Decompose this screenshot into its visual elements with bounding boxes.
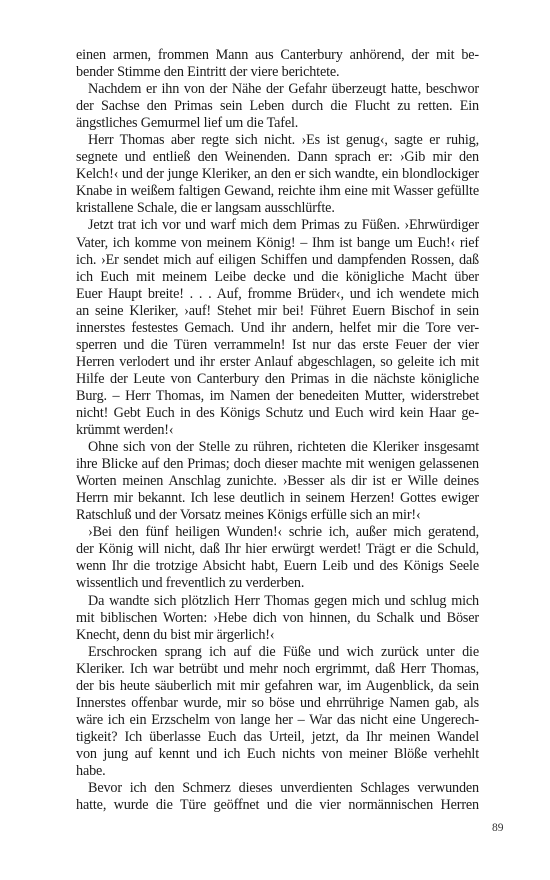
text-line: Herrn mir bekannt. Ich lese deutlich in seinem Herzen! Gottes ewiger — [76, 490, 479, 507]
text-line: wenn Ihr die trotzige Absicht habt, Euern Leib und des Königs Seele — [76, 558, 479, 575]
text-line: der bis heute säuberlich mit mir gefahren war, im Augenblick, da sein — [76, 677, 479, 694]
text-line: mit biblischen Worten: ›Hebe dich von hinnen, du Schalk und Böser — [76, 609, 479, 626]
text-line: Herr Thomas aber regte sich nicht. ›Es ist genug‹, sagte er ruhig, — [88, 132, 479, 149]
text-line: Kleriker. Ich war betrübt und mehr noch ergrimmt, daß Herr Thomas, — [76, 660, 479, 677]
text-line: der König will nicht, daß Ihr hier erwürgt werdet! Trägt er die Schuld, — [76, 541, 479, 558]
text-line: von jung auf kennt und ich Euch nichts von meiner Blöße verhehlt — [76, 745, 479, 762]
text-line: Innerstes offenbar wurde, mir so böse und ehrrührige Namen gab, als — [76, 694, 479, 711]
text-line: krümmt werden!‹ — [76, 422, 174, 439]
text-line: Vater, ich komme von meinem König! – Ihm ist bange um Euch!‹ rief — [76, 234, 479, 251]
text-line: Nachdem er ihn von der Nähe der Gefahr überzeugt hatte, beschwor — [88, 81, 479, 98]
text-line: wäre ich ein Erzschelm von lange her – War das nicht eine Ungerech- — [76, 711, 479, 728]
text-line: sperren und die Türen verrammeln! Ist nur das erste Feuer der vier — [76, 336, 479, 353]
text-line: an seine Kleriker, ›auf! Stehet mir bei! Führet Euern Bischof in sein — [76, 302, 479, 319]
text-line: Hilfe der Leute von Canterbury den Primas in die nächste königliche — [76, 370, 479, 387]
text-line: der Sachse den Primas sein Leben durch die Flucht zu retten. Ein — [76, 98, 479, 115]
text-line: segnete und entließ den Weinenden. Dann sprach er: ›Gib mir den — [76, 149, 479, 166]
text-line: wissentlich und freventlich zu verderben. — [76, 575, 305, 592]
text-line: tigkeit? Ich überlasse Euch das Urteil, jetzt, da Ihr meinen Wandel — [76, 728, 479, 745]
text-line: Ohne sich von der Stelle zu rühren, richteten die Kleriker insgesamt — [88, 439, 479, 456]
text-line: innerstes festestes Gemach. Und ihr andern, helfet mir die Tore ver- — [76, 319, 479, 336]
text-line: nicht! Gebt Euch in des Königs Schutz und Euch wird kein Haar ge- — [76, 404, 479, 421]
text-line: ›Bei den fünf heiligen Wunden!‹ schrie ich, außer mich geratend, — [88, 524, 479, 541]
text-line: ihre Blicke auf den Primas; doch dieser machte mit wenigen gelassenen — [76, 456, 479, 473]
text-line: Knecht, denn du bist mir ärgerlich!‹ — [76, 626, 275, 643]
text-line: einen armen, frommen Mann aus Canterbury anhörend, der mit be- — [76, 47, 479, 63]
text-line: Ratschluß und der Vorsatz meines Königs erfülle sich an mir!‹ — [76, 507, 421, 524]
text-line: ich Euch mit meinem Leibe decke und die königliche Macht über — [76, 268, 479, 285]
text-line: Erschrocken sprang ich auf die Füße und wich zurück unter die — [88, 643, 479, 660]
text-line: ich. ›Er sendet mich auf eiligen Schiffen und dampfenden Rossen, daß — [76, 251, 479, 268]
text-line: Herren verlodert und ihr erster Anlauf abgeschlagen, so geleite ich mit — [76, 353, 479, 370]
text-line: Knabe in weißem faltigen Gewand, reichte ihm eine mit Wasser gefüllte — [76, 183, 479, 200]
book-page-body-text — [76, 47, 479, 814]
text-line: Kelch!‹ und der junge Kleriker, an den er sich wandte, ein blondlockiger — [76, 166, 479, 183]
text-line: ängstliches Gemurmel lief um die Tafel. — [76, 115, 299, 132]
text-line: Da wandte sich plötzlich Herr Thomas gegen mich und schlug mich — [88, 592, 479, 609]
text-line: Bevor ich den Schmerz dieses unverdienten Schlages verwunden — [88, 780, 479, 797]
text-line: Burg. – Herr Thomas, im Namen der benedeiten Mutter, widerstrebet — [76, 387, 479, 404]
text-line: Euer Haupt breite! . . . Auf, fromme Brüder‹, und ich wendete mich — [76, 285, 479, 302]
page-number: 89 — [492, 822, 504, 834]
text-line: kristallene Schale, die er langsam ausschlürfte. — [76, 200, 335, 217]
text-line: bender Stimme den Eintritt der viere berichtete. — [76, 64, 340, 81]
text-line: hatte, wurde die Türe geöffnet und die vier normännischen Herren — [76, 797, 479, 814]
text-line: Worten meinen Anschlag zunichte. ›Besser als dir ist er Wille deines — [76, 473, 479, 490]
text-line: habe. — [76, 762, 106, 779]
text-line: Jetzt trat ich vor und warf mich dem Primas zu Füßen. ›Ehrwürdiger — [88, 217, 479, 234]
